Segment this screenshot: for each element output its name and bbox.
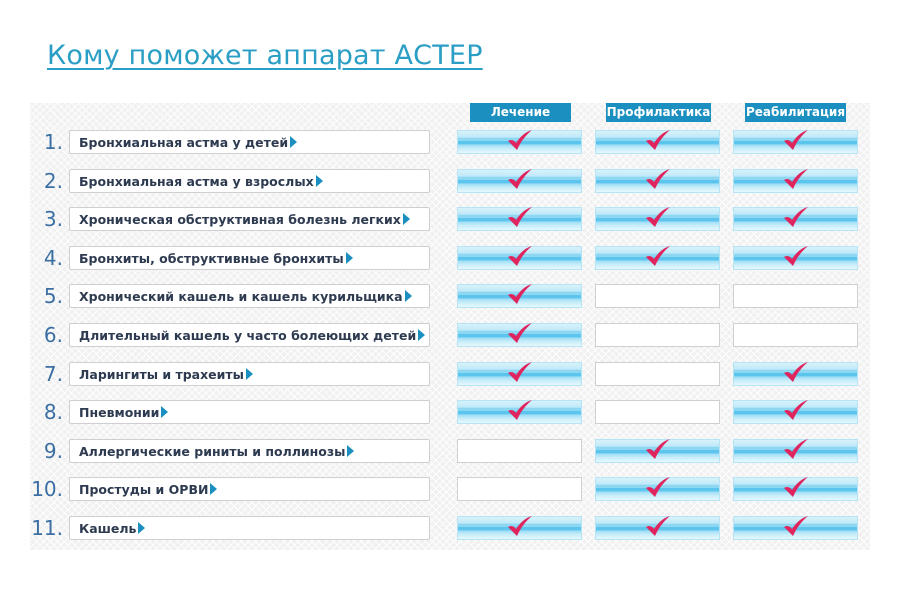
indication-item[interactable] xyxy=(69,169,430,193)
indication-item[interactable] xyxy=(69,400,430,424)
checkmark-icon xyxy=(781,167,811,193)
indication-text: Хронический кашель и кашель курильщика xyxy=(79,289,403,304)
indication-text: Аллергические риниты и поллинозы xyxy=(79,444,346,459)
empty-cell xyxy=(595,362,720,386)
row-number: 5. xyxy=(43,284,63,308)
marked-cell xyxy=(457,130,582,154)
checkmark-icon xyxy=(505,128,535,154)
checkmark-icon xyxy=(505,167,535,193)
indication-label xyxy=(79,251,353,266)
arrow-right-icon[interactable] xyxy=(316,175,323,187)
marked-cell xyxy=(595,246,720,270)
row-number: 10. xyxy=(31,477,63,501)
checkmark-icon xyxy=(643,167,673,193)
indication-text: Кашель xyxy=(79,521,137,536)
arrow-right-icon[interactable] xyxy=(290,136,297,148)
checkmark-icon xyxy=(781,475,811,501)
checkmark-icon xyxy=(505,321,535,347)
marked-cell xyxy=(457,207,582,231)
checkmark-icon xyxy=(781,514,811,540)
arrow-right-icon[interactable] xyxy=(405,290,412,302)
empty-cell xyxy=(733,284,858,308)
marked-cell xyxy=(733,207,858,231)
indication-item[interactable] xyxy=(69,207,430,231)
indication-text: Бронхиальная астма у детей xyxy=(79,135,289,150)
marked-cell xyxy=(457,284,582,308)
row-number: 2. xyxy=(43,169,63,193)
indication-label xyxy=(79,174,323,189)
empty-cell xyxy=(595,400,720,424)
indication-label xyxy=(79,289,412,304)
empty-cell xyxy=(595,284,720,308)
checkmark-icon xyxy=(505,514,535,540)
indication-label xyxy=(79,328,425,343)
checkmark-icon xyxy=(643,514,673,540)
checkmark-icon xyxy=(643,475,673,501)
marked-cell xyxy=(457,169,582,193)
indication-label xyxy=(79,135,297,150)
column-header-3: Реабилитация xyxy=(745,103,846,122)
arrow-right-icon[interactable] xyxy=(418,329,425,341)
arrow-right-icon[interactable] xyxy=(347,445,354,457)
row-number: 9. xyxy=(43,439,63,463)
arrow-right-icon[interactable] xyxy=(246,368,253,380)
marked-cell xyxy=(457,400,582,424)
page-title[interactable]: Кому поможет аппарат АСТЕР xyxy=(47,40,483,71)
indication-text: Простуды и ОРВИ xyxy=(79,482,209,497)
indication-label xyxy=(79,482,217,497)
marked-cell xyxy=(733,516,858,540)
indication-item[interactable] xyxy=(69,477,430,501)
indication-label xyxy=(79,405,168,420)
indication-item[interactable] xyxy=(69,130,430,154)
indication-item[interactable] xyxy=(69,323,430,347)
arrow-right-icon[interactable] xyxy=(138,522,145,534)
checkmark-icon xyxy=(781,205,811,231)
checkmark-icon xyxy=(781,244,811,270)
empty-cell xyxy=(733,323,858,347)
marked-cell xyxy=(733,169,858,193)
marked-cell xyxy=(595,207,720,231)
indication-item[interactable] xyxy=(69,362,430,386)
indication-text: Длительный кашель у часто болеющих детей xyxy=(79,328,417,343)
checkmark-icon xyxy=(505,282,535,308)
checkmark-icon xyxy=(643,437,673,463)
checkmark-icon xyxy=(505,205,535,231)
indication-text: Ларингиты и трахеиты xyxy=(79,367,244,382)
indication-text: Бронхиальная астма у взрослых xyxy=(79,174,314,189)
indication-item[interactable] xyxy=(69,246,430,270)
indication-item[interactable] xyxy=(69,439,430,463)
marked-cell xyxy=(595,439,720,463)
marked-cell xyxy=(457,362,582,386)
marked-cell xyxy=(595,130,720,154)
checkmark-icon xyxy=(505,244,535,270)
indication-label xyxy=(79,212,410,227)
marked-cell xyxy=(733,246,858,270)
marked-cell xyxy=(733,400,858,424)
marked-cell xyxy=(457,246,582,270)
checkmark-icon xyxy=(781,437,811,463)
checkmark-icon xyxy=(643,128,673,154)
row-number: 6. xyxy=(43,323,63,347)
checkmark-icon xyxy=(781,128,811,154)
row-number: 11. xyxy=(31,516,63,540)
marked-cell xyxy=(595,516,720,540)
checkmark-icon xyxy=(505,360,535,386)
arrow-right-icon[interactable] xyxy=(346,252,353,264)
marked-cell xyxy=(733,439,858,463)
marked-cell xyxy=(733,362,858,386)
indication-item[interactable] xyxy=(69,284,430,308)
checkmark-icon xyxy=(781,398,811,424)
marked-cell xyxy=(457,323,582,347)
row-number: 4. xyxy=(43,246,63,270)
indication-text: Пневмонии xyxy=(79,405,160,420)
column-header-2: Профилактика xyxy=(606,103,711,122)
marked-cell xyxy=(457,516,582,540)
indication-label xyxy=(79,367,253,382)
row-number: 3. xyxy=(43,207,63,231)
indication-item[interactable] xyxy=(69,516,430,540)
marked-cell xyxy=(595,477,720,501)
arrow-right-icon[interactable] xyxy=(403,213,410,225)
checkmark-icon xyxy=(505,398,535,424)
empty-cell xyxy=(457,477,582,501)
row-number: 7. xyxy=(43,362,63,386)
checkmark-icon xyxy=(781,360,811,386)
row-number: 8. xyxy=(43,400,63,424)
indication-label xyxy=(79,521,145,536)
indication-text: Хроническая обструктивная болезнь легких xyxy=(79,212,401,227)
marked-cell xyxy=(595,169,720,193)
arrow-right-icon[interactable] xyxy=(210,483,217,495)
empty-cell xyxy=(595,323,720,347)
indication-text: Бронхиты, обструктивные бронхиты xyxy=(79,251,344,266)
indication-label xyxy=(79,444,354,459)
column-header-1: Лечение xyxy=(470,103,571,122)
checkmark-icon xyxy=(643,244,673,270)
row-number: 1. xyxy=(43,130,63,154)
empty-cell xyxy=(457,439,582,463)
checkmark-icon xyxy=(643,205,673,231)
arrow-right-icon[interactable] xyxy=(161,406,168,418)
marked-cell xyxy=(733,130,858,154)
marked-cell xyxy=(733,477,858,501)
